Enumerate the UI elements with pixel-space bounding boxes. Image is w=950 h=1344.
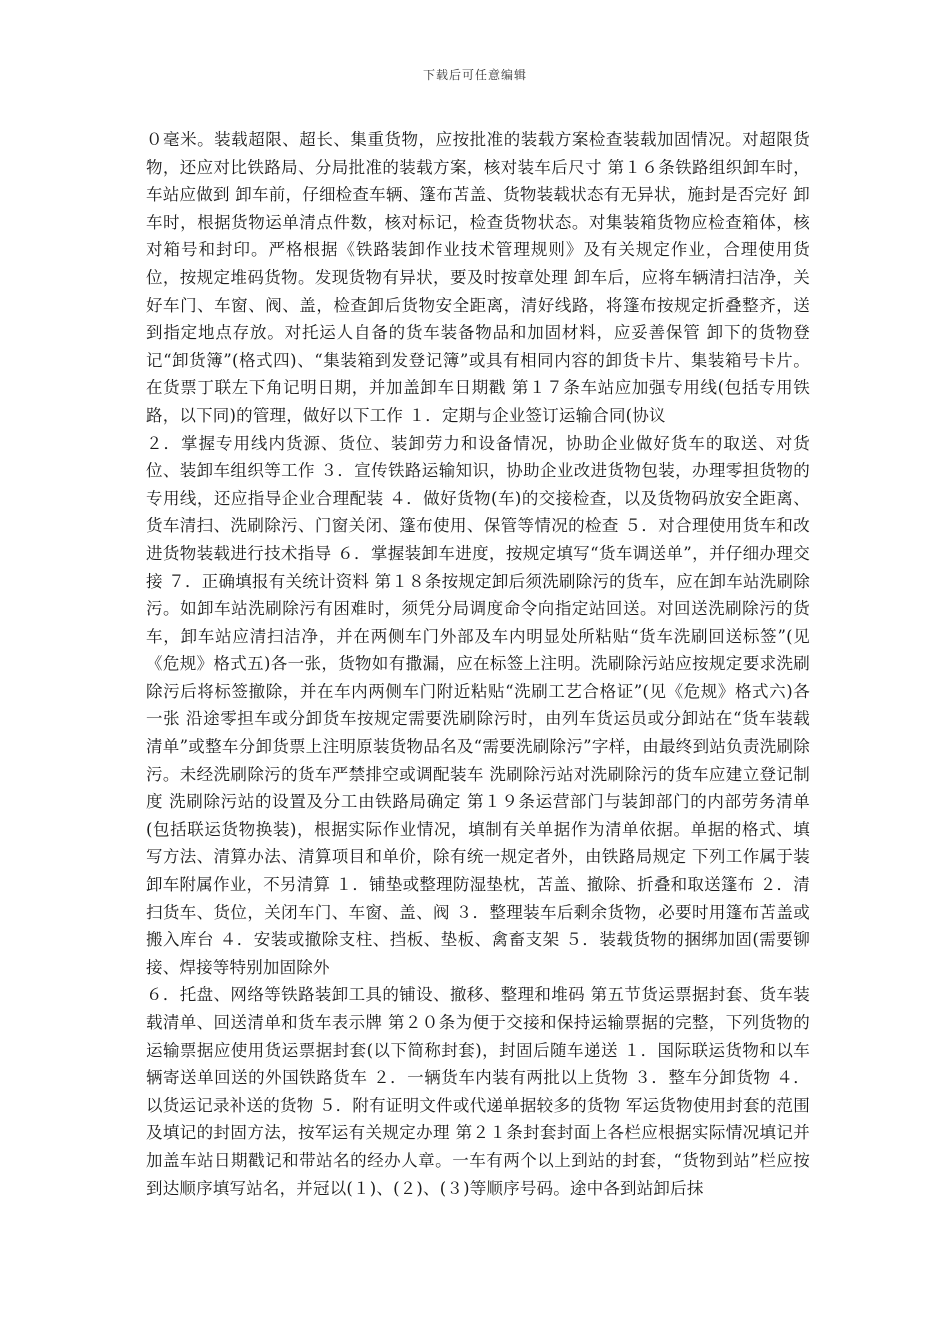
- paragraph: ０毫米。装载超限、超长、集重货物，应按批准的装载方案检查装载加固情况。对超限货物，还应对比铁路局、分局批准的装载方案，核对装车后尺寸 第１６条铁路组织卸车时，车站应做到 卸车前，仔细检查车辆、篷布苫盖、货物装载状态有无异状，施封是否完好 卸车时，根据货物运单清点件数，核对标记，检查货物状态。对集装箱货物应检查箱体，核对箱号和封印。严格根据《铁路装卸作业技术管理规则》及有关规定作业，合理使用货位，按规定堆码货物。发现货物有异状，要及时按章处理 卸车后，应将车辆清扫洁净，关好车门、车窗、阀、盖，检查卸后货物安全距离，清好线路，将篷布按规定折叠整齐，送到指定地点存放。对托运人自备的货车装备物品和加固材料，应妥善保管 卸下的货物登记“卸货簿”(格式四)、“集装箱到发登记簿”或具有相同内容的卸货卡片、集装箱号卡片。在货票丁联左下角记明日期，并加盖卸车日期戳 第１７条车站应加强专用线(包括专用铁路，以下同)的管理，做好以下工作 １．定期与企业签订运输合同(协议: [146, 130, 810, 425]
- document-body: [146, 126, 810, 1202]
- page-header: 下载后可任意编辑: [422, 68, 527, 82]
- paragraph: ２．掌握专用线内货源、货位、装卸劳力和设备情况，协助企业做好货车的取送、对货位、装卸车组织等工作 ３．宣传铁路运输知识，协助企业改进货物包装，办理零担货物的专用线，还应指导企业合理配装 ４．做好货物(车)的交接检查，以及货物码放安全距离、货车清扫、洗刷除污、门窗关闭、篷布使用、保管等情况的检查 ５．对合理使用货车和改进货物装载进行技术指导 ６．掌握装卸车进度，按规定填写“货车调送单”，并仔细办理交接 ７．正确填报有关统计资料 第１８条按规定卸后须洗刷除污的货车，应在卸车站洗刷除污。如卸车站洗刷除污有困难时，须凭分局调度命令向指定站回送。对回送洗刷除污的货车，卸车站应清扫洁净，并在两侧车门外部及车内明显处所粘贴“货车洗刷回送标签”(见《危规》格式五)各一张，货物如有撒漏，应在标签上注明。洗刷除污站应按规定要求洗刷除污后将标签撤除，并在车内两侧车门附近粘贴“洗刷工艺合格证”(见《危规》格式六)各一张 沿途零担车或分卸货车按规定需要洗刷除污时，由列车货运员或分卸站在“货车装载清单”或整车分卸货票上注明原装货物品名及“需要洗刷除污”字样，由最终到站负责洗刷除污。未经洗刷除污的货车严禁排空或调配装车 洗刷除污站对洗刷除污的货车应建立登记制度 洗刷除污站的设置及分工由铁路局确定 第１９条运营部门与装卸部门的内部劳务清单(包括联运货物换装)，根据实际作业情况，填制有关单据作为清单依据。单据的格式、填写方法、清算办法、清算项目和单价，除有统一规定者外，由铁路局规定 下列工作属于装卸车附属作业，不另清算 １．铺垫或整理防湿垫枕，苫盖、撤除、折叠和取送篷布 ２．清扫货车、货位，关闭车门、车窗、盖、阀 ３．整理装车后剩余货物，必要时用篷布苫盖或搬入库台 ４．安装或撤除支柱、挡板、垫板、禽畜支架 ５．装载货物的捆绑加固(需要铆接、焊接等特别加固除外: [146, 433, 810, 977]
- paragraph: ６．托盘、网络等铁路装卸工具的铺设、撤移、整理和堆码 第五节货运票据封套、货车装载清单、回送清单和货车表示牌 第２０条为便于交接和保持运输票据的完整，下列货物的运输票据应使用货运票据封套(以下简称封套)，封固后随车递送 １．国际联运货物和以车辆寄送单回送的外国铁路货车 ２．一辆货车内装有两批以上货物 ３．整车分卸货物 ４．以货运记录补送的货物 ５．附有证明文件或代递单据较多的货物 军运货物使用封套的范围及填记的封固方法，按军运有关规定办理 第２１条封套封面上各栏应根据实际情况填记并加盖车站日期戳记和带站名的经办人章。一车有两个以上到站的封套，“货物到站”栏应按到达顺序填写站名，并冠以(１)、(２)、(３)等顺序号码。途中各到站卸后抹: [146, 985, 810, 1198]
